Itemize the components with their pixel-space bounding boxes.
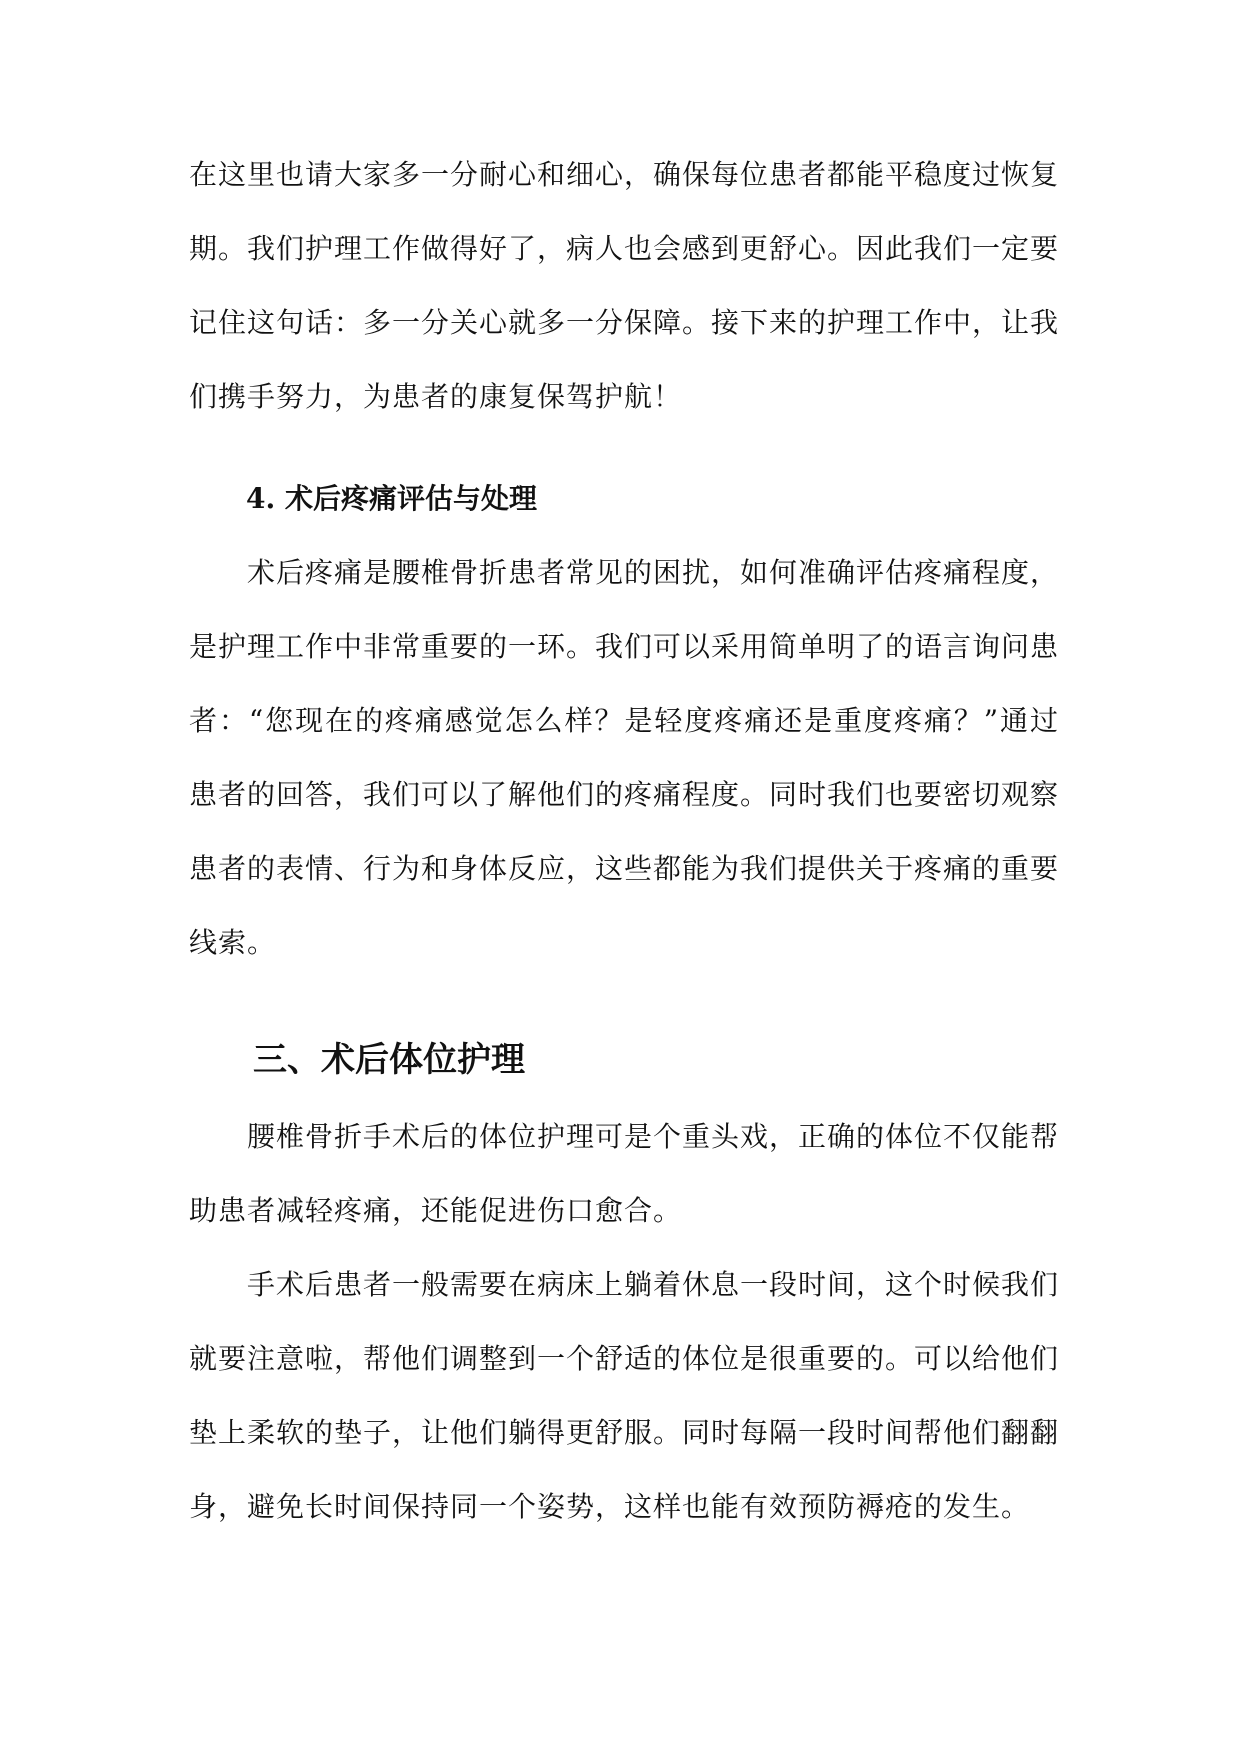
intro-paragraph: 在这里也请大家多一分耐心和细心，确保每位患者都能平稳度过恢复期。我们护理工作做得好了，病人也会感到更舒心。因此我们一定要记住这句话：多一分关心就多一分保障。接下来的护理工作中，让我们携手努力，为患者的康复保驾护航！: [189, 158, 1060, 413]
section-3-paragraph-2: 手术后患者一般需要在病床上躺着休息一段时间，这个时候我们就要注意啦，帮他们调整到一个舒适的体位是很重要的。可以给他们垫上柔软的垫子，让他们躺得更舒服。同时每隔一段时间帮他们翻翻身，避免长时间保持同一个姿势，这样也能有效预防褥疮的发生。: [189, 1268, 1060, 1523]
section-3-paragraph-1: 腰椎骨折手术后的体位护理可是个重头戏，正确的体位不仅能帮助患者减轻疼痛，还能促进伤口愈合。: [189, 1120, 1060, 1227]
spacer: [189, 980, 1059, 1020]
page-content: [189, 138, 1059, 1544]
section-3-heading: 三、术后体位护理: [253, 1040, 525, 1080]
section-4-heading: 4. 术后疼痛评估与处理: [246, 482, 537, 515]
spacer: [189, 434, 1059, 462]
section-4-paragraph: 术后疼痛是腰椎骨折患者常见的困扰，如何准确评估疼痛程度，是护理工作中非常重要的一环。我们可以采用简单明了的语言询问患者：“您现在的疼痛感觉怎么样？是轻度疼痛还是重度疼痛？”通过患者的回答，我们可以了解他们的疼痛程度。同时我们也要密切观察患者的表情、行为和身体反应，这些都能为我们提供关于疼痛的重要线索。: [189, 556, 1060, 959]
